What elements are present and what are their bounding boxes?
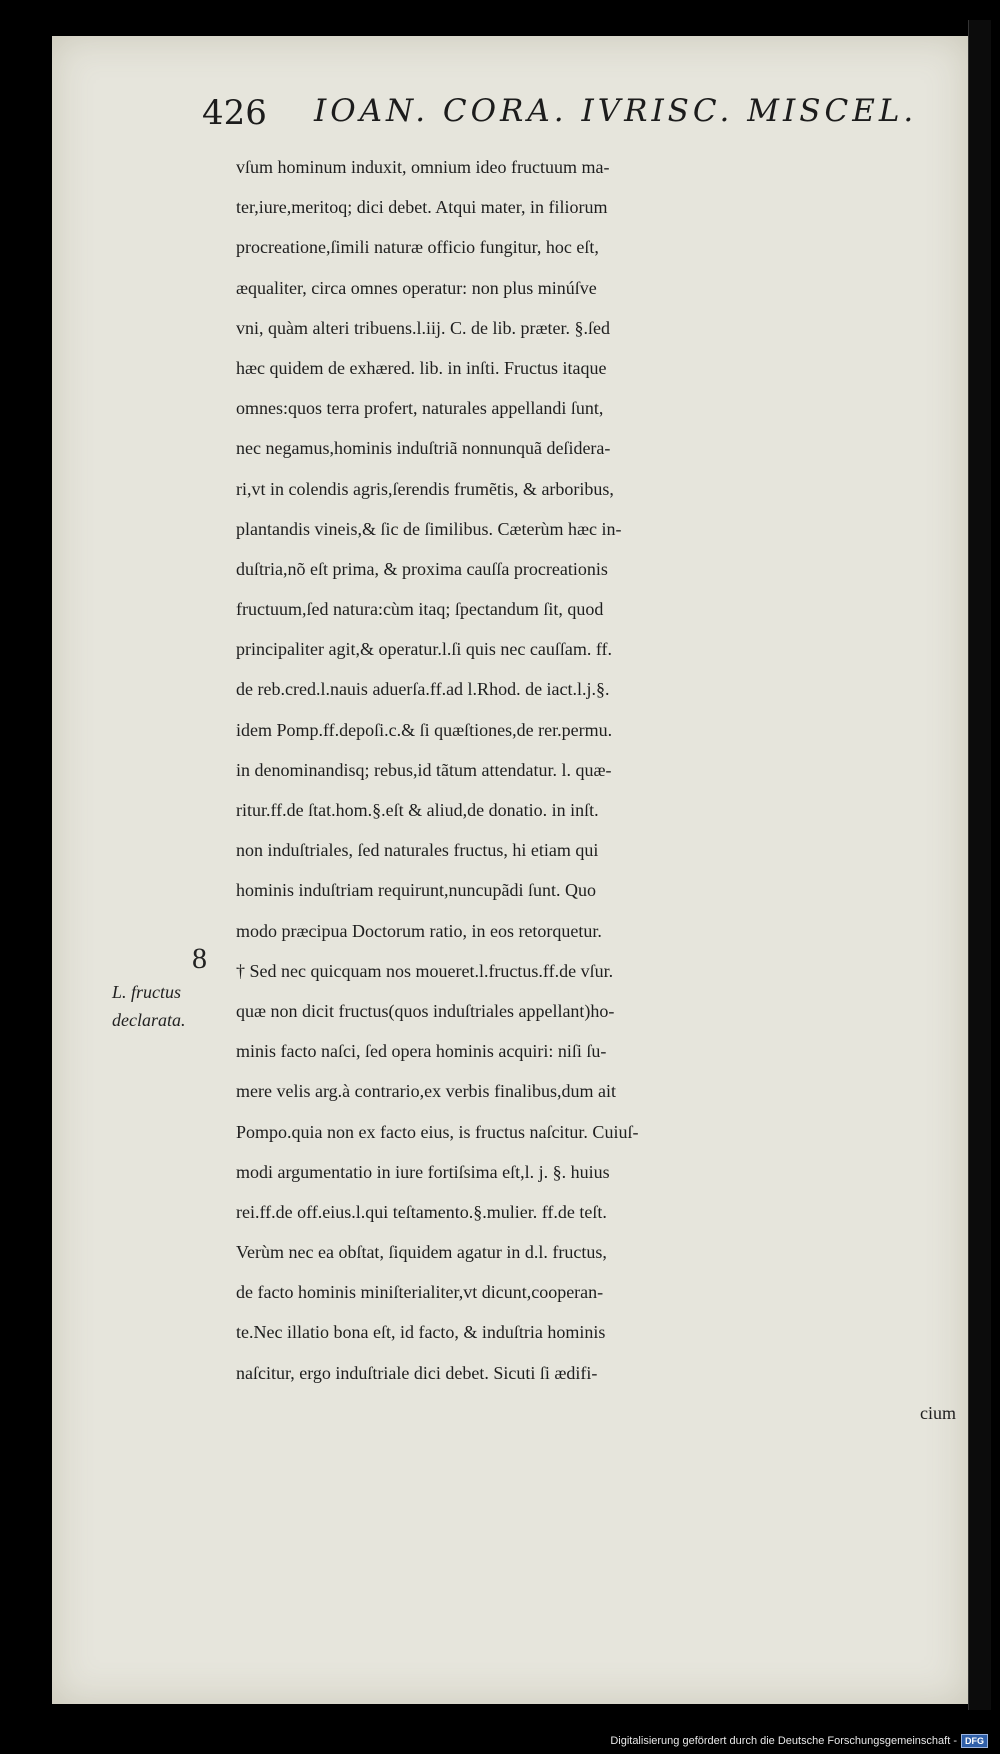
text-line: Verùm nec ea obſtat, ſiquidem agatur in d.l. fructus,: [236, 1242, 607, 1263]
text-line: modi argumentatio in iure fortiſsima eſt,l. j. §. huius: [236, 1161, 610, 1182]
text-line: mere velis arg.à contrario,ex verbis finalibus,dum ait: [236, 1081, 617, 1102]
text-line: minis facto naſci, ſed opera hominis acquiri: niſi ſu-: [236, 1041, 607, 1062]
footer-credit: Digitalisierung gefördert durch die Deutsche Forschungsgemeinschaft -: [610, 1735, 957, 1747]
text-line: cium: [920, 1402, 956, 1423]
page-header: [202, 93, 922, 135]
text-line: procreatione,ſimili naturæ officio fungitur, hoc eſt,: [236, 237, 599, 258]
text-line: † Sed nec quicquam nos moueret.l.fructus.ff.de vſur.: [236, 960, 614, 981]
text-line: ri,vt in colendis agris,ſerendis frumẽtis, & arboribus,: [236, 478, 614, 499]
text-line: idem Pomp.ff.depoſi.c.& ſi quæſtiones,de rer.permu.: [236, 719, 613, 740]
text-line: in denominandisq; rebus,id tãtum attendatur. l. quæ-: [236, 759, 612, 780]
margin-note-line: declarata.: [112, 1010, 186, 1030]
text-line: quæ non dicit fructus(quos induſtriales appellant)ho-: [236, 1000, 615, 1021]
text-line: nec negamus,hominis induſtriã nonnunquã deſidera-: [236, 438, 611, 459]
body-text: [236, 147, 956, 1433]
text-line: rei.ff.de off.eius.l.qui teſtamento.§.mulier. ff.de teſt.: [236, 1201, 607, 1222]
text-line: plantandis vineis,& ſic de ſimilibus. Cæterùm hæc in-: [236, 518, 622, 539]
text-line: vſum hominum induxit, omnium ideo fructuum ma-: [236, 157, 610, 177]
text-line: ter,iure,meritoq; dici debet. Atqui mater, in filiorum: [236, 197, 608, 218]
text-line: omnes:quos terra profert, naturales appellandi ſunt,: [236, 398, 604, 419]
page-edge: [968, 20, 991, 1710]
text-line: naſcitur, ergo induſtriale dici debet. Sicuti ſi ædifi-: [236, 1362, 598, 1383]
page-number: 426: [202, 93, 267, 133]
text-line: te.Nec illatio bona eſt, id facto, & induſtria hominis: [236, 1322, 606, 1343]
text-line: principaliter agit,& operatur.l.ſi quis nec cauſſam. ff.: [236, 639, 613, 660]
text-line: æqualiter, circa omnes operatur: non plus minúſve: [236, 277, 597, 298]
text-line: modo præcipua Doctorum ratio, in eos retorquetur.: [236, 920, 602, 941]
text-line: hæc quidem de exhæred. lib. in inſti. Fructus itaque: [236, 357, 607, 378]
text-line: Pompo.quia non ex facto eius, is fructus naſcitur. Cuiuſ-: [236, 1121, 639, 1142]
text-line: vni, quàm alteri tribuens.l.iij. C. de lib. præter. §.ſed: [236, 317, 610, 338]
text-line: hominis induſtriam requirunt,nuncupãdi ſunt. Quo: [236, 880, 596, 901]
running-head: IOAN. CORA. IVRISC. MISCEL.: [314, 93, 918, 129]
text-line: de facto hominis miniſterialiter,vt dicunt,cooperan-: [236, 1282, 604, 1303]
text-line: de reb.cred.l.nauis aduerſa.ff.ad l.Rhod. de iact.l.j.§.: [236, 679, 610, 700]
text-line: non induſtriales, ſed naturales fructus, hi etiam qui: [236, 840, 599, 861]
text-line: fructuum,ſed natura:cùm itaq; ſpectandum ſit, quod: [236, 599, 604, 620]
margin-note: [112, 978, 232, 1034]
margin-note-line: L. fructus: [112, 982, 182, 1002]
text-line: ritur.ff.de ſtat.hom.§.eſt & aliud,de donatio. in inſt.: [236, 800, 599, 820]
footer: [610, 1734, 988, 1748]
dfg-logo-icon: DFG: [961, 1734, 988, 1748]
margin-number: 8: [192, 942, 207, 975]
text-line: duſtria,nõ eſt prima, & proxima cauſſa procreationis: [236, 558, 608, 579]
